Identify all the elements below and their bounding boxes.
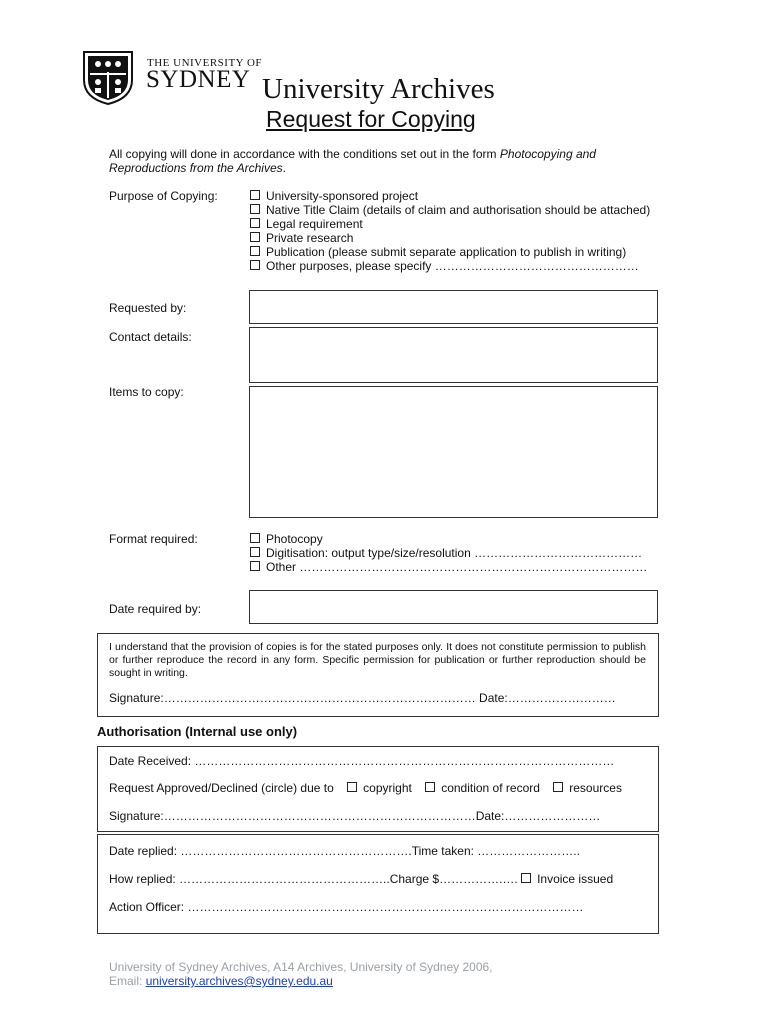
authorisation-signature-line[interactable]: Signature:……………………………………………………………………Date:…………………… [109, 809, 601, 823]
authorisation-heading: Authorisation (Internal use only) [97, 724, 298, 739]
checkbox[interactable] [250, 561, 260, 571]
format-options [250, 532, 647, 574]
resources-checkbox[interactable] [553, 782, 563, 792]
checkbox[interactable] [250, 533, 260, 543]
footer-email-link[interactable]: university.archives@sydney.edu.au [145, 974, 333, 988]
date-replied-line[interactable]: Date replied: ………………………………………………….Time taken: …………………….. [109, 844, 580, 858]
contact-details-field[interactable] [249, 327, 658, 383]
purpose-option[interactable]: Legal requirement [250, 217, 650, 231]
footer-email-label: Email: [109, 974, 146, 988]
purpose-option[interactable]: University-sponsored project [250, 189, 650, 203]
contact-details-label: Contact details: [109, 330, 192, 344]
footer-address: University of Sydney Archives, A14 Archives, University of Sydney 2006, [109, 960, 493, 974]
copyright-checkbox[interactable] [347, 782, 357, 792]
items-to-copy-field[interactable] [249, 386, 658, 518]
intro-text: All copying will done in accordance with the conditions set out in the form Photocopying and Reproductions from the Archives. [109, 147, 596, 175]
condition-checkbox[interactable] [425, 782, 435, 792]
purpose-options [250, 189, 650, 273]
how-replied-row: How replied: ……………………………………………..Charge $…………….…. Invoice issued [109, 872, 614, 886]
invoice-checkbox[interactable] [521, 873, 531, 883]
checkbox[interactable] [250, 190, 260, 200]
checkbox[interactable] [250, 260, 260, 270]
requested-by-field[interactable] [249, 290, 658, 324]
format-option[interactable]: Digitisation: output type/size/resolution …………………………………… [250, 546, 647, 560]
date-required-label: Date required by: [109, 602, 202, 616]
date-received-line[interactable]: Date Received: …………………………………………………………………………………………… [109, 754, 615, 768]
purpose-label: Purpose of Copying: [109, 189, 218, 203]
university-crest-logo [82, 50, 134, 106]
university-name-big: SYDNEY [146, 66, 251, 93]
declaration-signature-line[interactable]: Signature:…………………………………………………………………… Date:……………………… [109, 691, 616, 705]
action-officer-line[interactable]: Action Officer: ……………………………………………………………………………………… [109, 900, 584, 914]
requested-by-label: Requested by: [109, 301, 187, 315]
footer [109, 960, 493, 988]
format-option[interactable]: Other …………………………………………………………………………… [250, 560, 647, 574]
declaration-panel [97, 633, 659, 717]
declaration-text: I understand that the provision of copies is for the stated purposes only. It does not constitute permission to publish or further reproduce the record in any form. Specific permission for publication or further reproduction should be sought in writing. [109, 641, 646, 679]
university-name-small: THE UNIVERSITY OF [147, 57, 263, 69]
purpose-option[interactable]: Other purposes, please specify …………………………………………… [250, 259, 650, 273]
checkbox[interactable] [250, 232, 260, 242]
purpose-option[interactable]: Private research [250, 231, 650, 245]
format-required-label: Format required: [109, 532, 198, 546]
checkbox[interactable] [250, 246, 260, 256]
reply-panel [97, 834, 659, 934]
date-required-field[interactable] [249, 590, 658, 624]
checkbox[interactable] [250, 204, 260, 214]
authorisation-panel [97, 746, 659, 832]
items-to-copy-label: Items to copy: [109, 385, 184, 399]
form-title: Request for Copying [266, 106, 476, 132]
purpose-option[interactable]: Native Title Claim (details of claim and authorisation should be attached) [250, 203, 650, 217]
page-title: University Archives [262, 73, 495, 105]
checkbox[interactable] [250, 547, 260, 557]
format-option[interactable]: Photocopy [250, 532, 647, 546]
purpose-option[interactable]: Publication (please submit separate application to publish in writing) [250, 245, 650, 259]
request-approval-row: Request Approved/Declined (circle) due to copyright condition of record resources [109, 781, 622, 795]
checkbox[interactable] [250, 218, 260, 228]
